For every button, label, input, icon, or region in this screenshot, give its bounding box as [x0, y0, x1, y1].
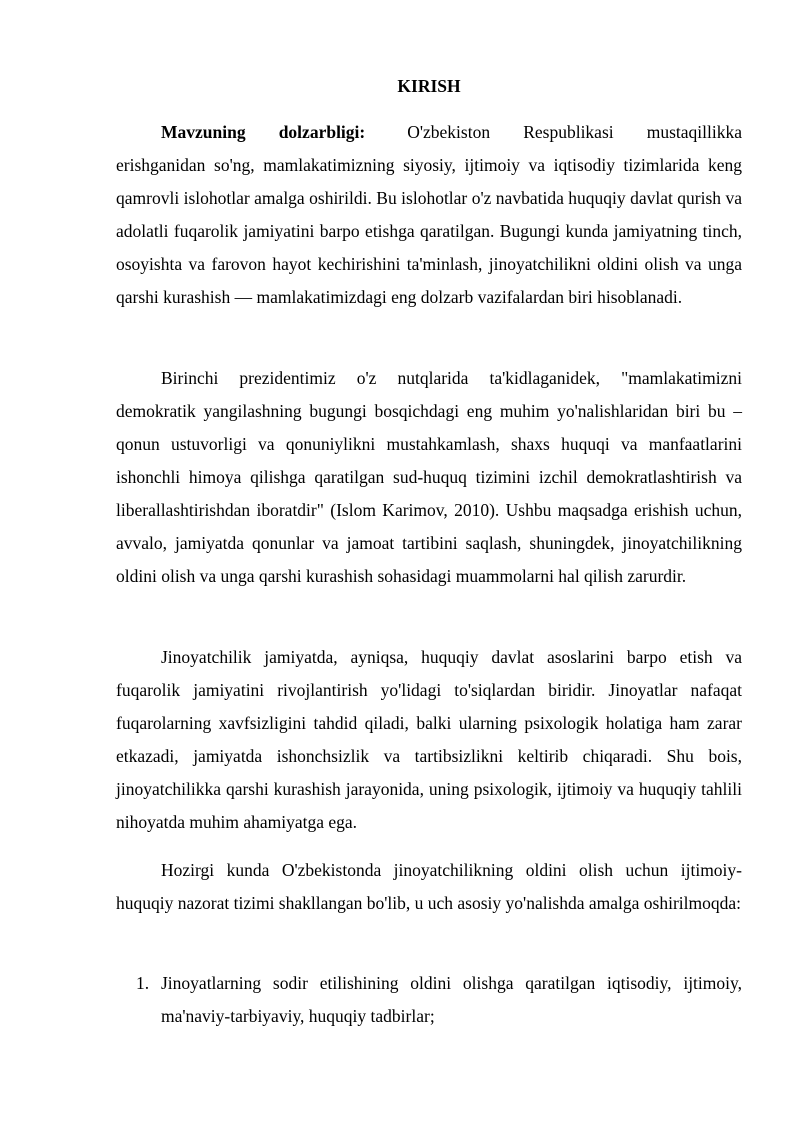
intro-paragraph — [116, 116, 742, 314]
intro-lead: Mavzuning dolzarbligi: — [161, 122, 366, 142]
list-item-number: 1. — [136, 973, 150, 993]
intro-text: O'zbekiston Respublikasi mustaqillikka erishganidan so'ng, mamlakatimizning siyosiy, ijtimoiy va iqtisodiy tizimlarida keng qamrovli islohotlar amalga oshirildi. Bu islohotlar o'z navbatida huquqiy davlat qurish va adolatli fuqarolik jamiyatini barpo etishga qaratilgan. Bugungi kunda jamiyatning tinch, osoyishta va farovon hayot kechirishini ta'minlash, jinoyatchilikni oldini olish va unga qarshi kurashish — mamlakatimizdagi eng dolzarb vazifalardan biri hisoblanadi. — [116, 122, 742, 307]
paragraph-2: Birinchi prezidentimiz o'z nutqlarida ta'kidlaganidek, "mamlakatimizni demokratik yangilashning bugungi bosqichdagi eng muhim yo'nalishlaridan biri bu – qonun ustuvorligi va qonuniylikni mustahkamlash, shaxs huquqi va manfaatlarini ishonchli himoya qilishga qaratilgan sud-huquq tizimini izchil demokratlashtirish va liberallashtirishdan iboratdir" (Islom Karimov, 2010). Ushbu maqsadga erishish uchun, avvalo, jamiyatda qonunlar va jamoat tartibini saqlash, shuningdek, jinoyatchilikning oldini olish va unga qarshi kurashish sohasidagi muammolarni hal qilish zarurdir. — [116, 368, 742, 586]
list-item — [116, 967, 742, 1033]
paragraph-3: Jinoyatchilik jamiyatda, ayniqsa, huquqiy davlat asoslarini barpo etish va fuqarolik jamiyatini rivojlantirish yo'lidagi to'siqlardan biridir. Jinoyatlar nafaqat fuqarolarning xavfsizligini tahdid qiladi, balki ularning psixologik holatiga ham zarar etkazadi, jamiyatda ishonchsizlik va tartibsizlikni keltirib chiqaradi. Shu bois, jinoyatchilikka qarshi kurashish jarayonida, uning psixologik, ijtimoiy va huquqiy tahlili nihoyatda muhim ahamiyatga ega. — [116, 647, 742, 832]
page-title: KIRISH — [397, 76, 461, 96]
numbered-list — [116, 967, 742, 1033]
paragraph-4: Hozirgi kunda O'zbekistonda jinoyatchilikning oldini olish uchun ijtimoiy-huquqiy nazorat tizimi shakllangan bo'lib, u uch asosiy yo'nalishda amalga oshirilmoqda: — [116, 860, 742, 913]
list-item-text: Jinoyatlarning sodir etilishining oldini olishga qaratilgan iqtisodiy, ijtimoiy, ma'naviy-tarbiyaviy, huquqiy tadbirlar; — [161, 973, 742, 1026]
